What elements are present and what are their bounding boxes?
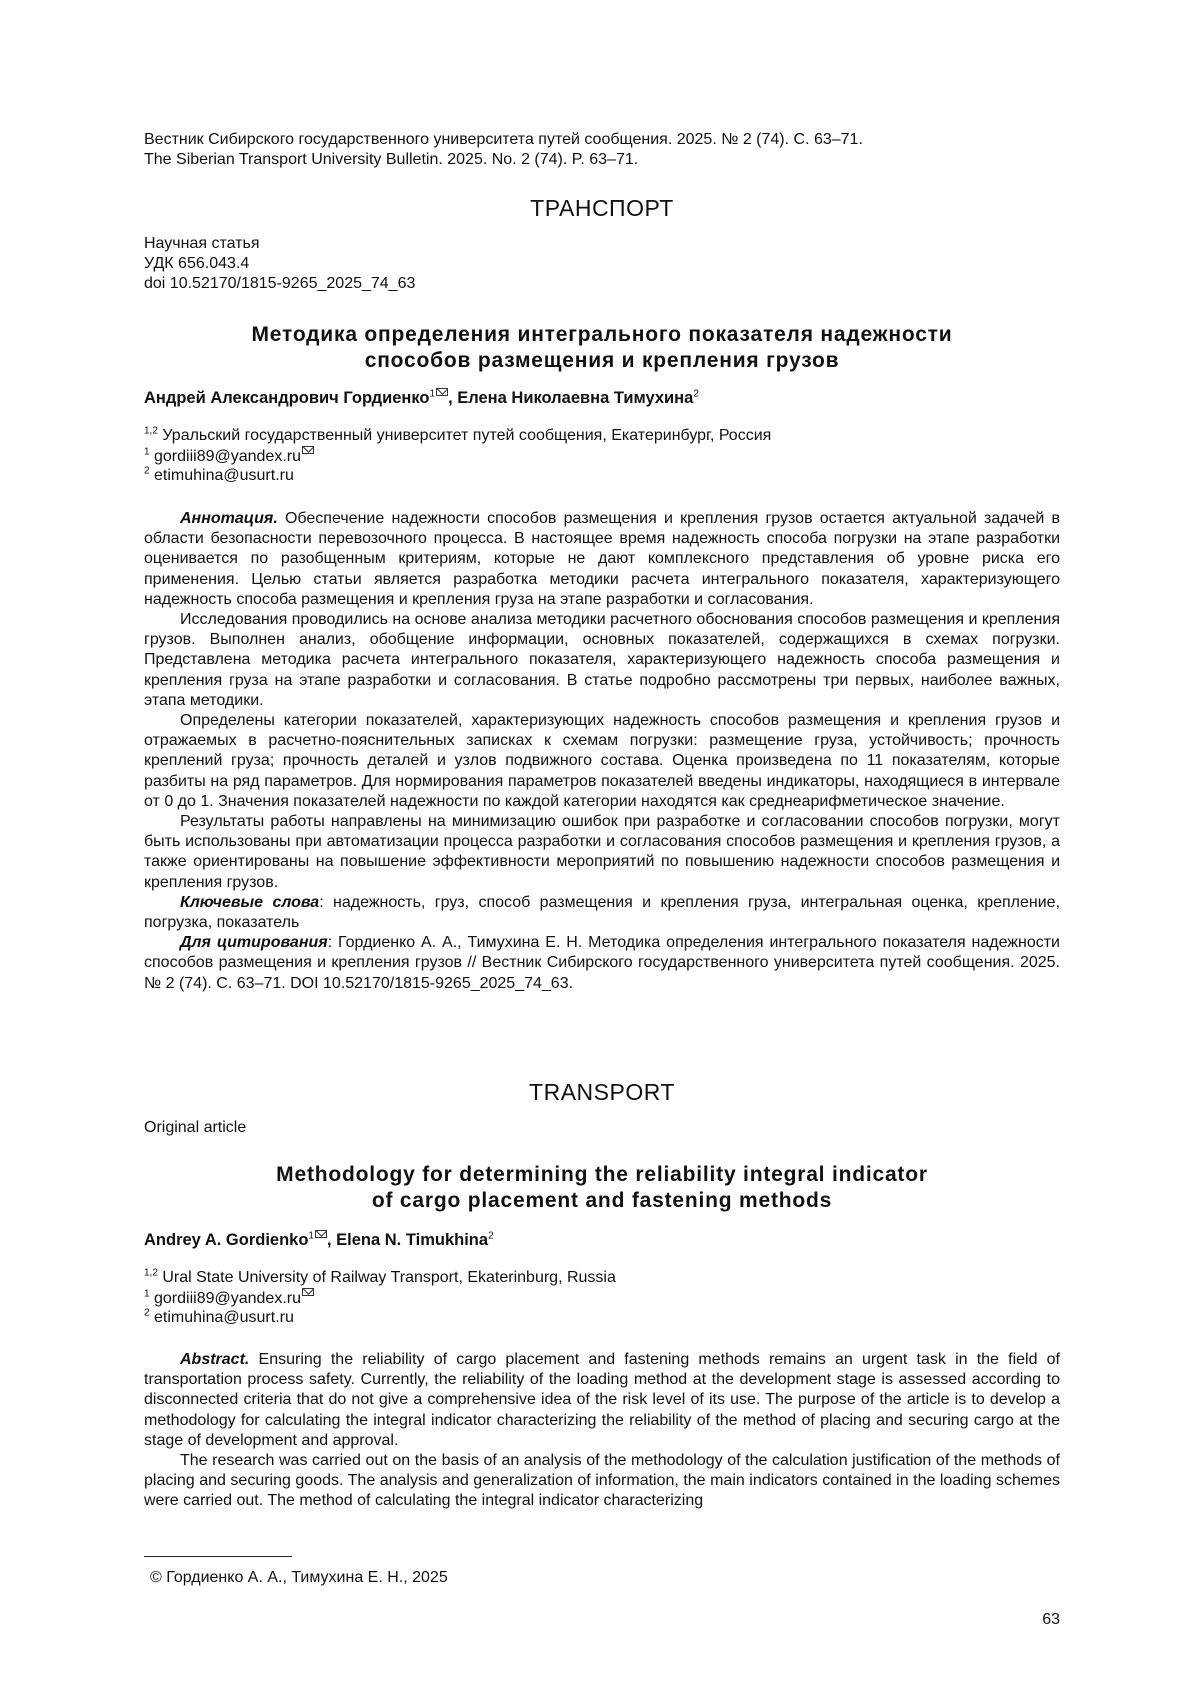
udk-code: УДК 656.043.4 xyxy=(144,255,250,272)
keywords-label-ru: Ключевые слова xyxy=(180,893,320,911)
article-title-en xyxy=(144,1162,1060,1214)
mail-icon xyxy=(302,1288,314,1296)
email2-text-ru: etimuhina@usurt.ru xyxy=(149,467,294,484)
authors-en xyxy=(144,1229,1060,1251)
author2-name-ru: Елена Николаевна Тимухина xyxy=(457,389,694,407)
title-en-line1: Methodology for determining the reliability integral indicator xyxy=(276,1163,928,1186)
email1-text-en: gordiii89@yandex.ru xyxy=(149,1290,301,1307)
copyright-note: © Гордиенко А. А., Тимухина Е. Н., 2025 xyxy=(150,1569,448,1586)
article-title-ru xyxy=(144,322,1060,374)
footnote-divider xyxy=(144,1556,292,1557)
email1-sup-ru: 1 xyxy=(144,446,150,458)
section-title-ru: ТРАНСПОРТ xyxy=(530,195,674,221)
affiliation-ru xyxy=(144,426,1060,446)
mail-icon xyxy=(436,388,448,396)
author1-name-ru: Андрей Александрович Гордиенко xyxy=(144,389,430,407)
abstract-label-ru: Аннотация. xyxy=(180,510,278,527)
section-title-en: TRANSPORT xyxy=(529,1079,675,1105)
citation-text-ru: : Гордиенко А. А., Тимухина Е. Н. Методика определения интегрального показателя надежности способов размещения и крепления грузов // Вестник Сибирского государственного университета путей сообщения. 2025. № 2 (74). С. 63–71. DOI 10.52170/1815-9265_2025_74_63. xyxy=(144,934,1060,992)
email1-sup-en: 1 xyxy=(144,1288,150,1300)
affiliation-en xyxy=(144,1268,1060,1288)
mail-icon xyxy=(302,446,314,454)
email1-text-ru: gordiii89@yandex.ru xyxy=(149,448,301,465)
author2-sup-en: 2 xyxy=(488,1230,494,1242)
mail-icon xyxy=(315,1230,327,1238)
article-type-ru: Научная статья xyxy=(144,235,260,252)
keywords-text-ru: : надежность, груз, способ размещения и крепления груза, интегральная оценка, крепление, погрузка, показатель xyxy=(144,893,1061,932)
affiliation-sup-ru: 1,2 xyxy=(144,425,158,437)
page-number: 63 xyxy=(1042,1611,1060,1628)
email1-en xyxy=(144,1288,1060,1309)
abstract-ru-p1-text: Обеспечение надежности способов размещения и крепления грузов остается актуальной задачей в области безопасности перевозочного процесса. В настоящее время надежность способа погрузки на этапе разработки оценивается по разобщенным критериям, которые не дают комплексного представления об уровне риска его применения. Целью статьи является разработка методики расчета интегрального показателя, характеризующего надежность способа размещения и крепления груза на этапе разработки и согласования. xyxy=(144,510,1060,608)
article-type-en: Original article xyxy=(144,1119,247,1136)
affiliation-sup-en: 1,2 xyxy=(144,1267,158,1279)
affiliation-text-en: Ural State University of Railway Transport, Ekaterinburg, Russia xyxy=(157,1269,616,1286)
title-ru-line1: Методика определения интегрального показателя надежности xyxy=(251,323,953,346)
email2-text-en: etimuhina@usurt.ru xyxy=(149,1309,294,1326)
keywords-ru xyxy=(144,893,1060,933)
abstract-ru-p2: Исследования проводились на основе анализа методики расчетного обоснования способов размещения и крепления грузов. Выполнен анализ, обобщение информации, основных показателей, содержащихся в схемах погрузки. Представлена методика расчета интегрального показателя, характеризующего надежность способа размещения и крепления груза на этапе разработки и согласования. В статье подробно рассмотрены три первых, наиболее важных, этапа методики. xyxy=(144,611,1060,709)
citation-label-ru: Для цитирования xyxy=(180,934,328,952)
affiliation-text-ru: Уральский государственный университет путей сообщения, Екатеринбург, Россия xyxy=(157,427,772,444)
title-en-line2: of cargo placement and fastening methods xyxy=(371,1189,833,1212)
author1-sup-ru: 1 xyxy=(429,388,436,400)
abstract-en-p1-text: Ensuring the reliability of cargo placement and fastening methods remains an urgent task in the field of transportation process safety. Currently, the reliability of the loading method at the development stage is assessed according to disconnected criteria that do not give a comprehensive idea of the risk level of its use. The purpose of the article is to develop a methodology for calculating the integral indicator characterizing the reliability of the method of placing and securing cargo at the stage of development and approval. xyxy=(144,1351,1060,1449)
email2-en xyxy=(144,1308,1060,1328)
citation-ru xyxy=(144,933,1060,994)
author2-name-en: Elena N. Timukhina xyxy=(336,1231,489,1249)
author-separator-en: , xyxy=(326,1231,337,1249)
doi: doi 10.52170/1815-9265_2025_74_63 xyxy=(144,275,416,292)
email2-sup-en: 2 xyxy=(144,1307,150,1319)
journal-header-ru: Вестник Сибирского государственного университета путей сообщения. 2025. № 2 (74). С. 63–71. xyxy=(144,131,863,148)
author1-sup-en: 1 xyxy=(308,1230,314,1242)
author-separator-ru: , xyxy=(448,389,458,407)
email2-sup-ru: 2 xyxy=(144,465,150,477)
abstract-en-p1 xyxy=(144,1350,1060,1451)
abstract-label-en: Abstract. xyxy=(180,1351,250,1368)
email2-ru xyxy=(144,466,1060,486)
author1-name-en: Andrey A. Gordienko xyxy=(144,1231,309,1249)
email1-ru xyxy=(144,446,1060,467)
abstract-en-p2: The research was carried out on the basis of an analysis of the methodology of the calculation justification of the methods of placing and securing goods. The analysis and generalization of information, the main indicators contained in the loading schemes were carried out. The method of calculating the integral indicator characterizing xyxy=(144,1452,1060,1510)
title-ru-line2: способов размещения и крепления грузов xyxy=(364,349,840,372)
abstract-ru-p3: Определены категории показателей, характеризующих надежность способов размещения и крепления грузов и отражаемых в расчетно-пояснительных записках к схемам погрузки: размещение груза, устойчивость; прочность креплений груза; прочность деталей и узлов подвижного состава. Оценка произведена по 11 показателям, которые разбиты на ряд параметров. Для нормирования параметров показателей введены индикаторы, находящиеся в интервале от 0 до 1. Значения показателей надежности по каждой категории находятся как среднеарифметическое значение. xyxy=(144,712,1060,810)
abstract-ru-p1 xyxy=(144,509,1060,610)
journal-header-en: The Siberian Transport University Bulletin. 2025. No. 2 (74). P. 63–71. xyxy=(144,151,639,168)
author2-sup-ru: 2 xyxy=(693,388,699,400)
abstract-ru-p4: Результаты работы направлены на минимизацию ошибок при разработке и согласовании способов погрузки, могут быть использованы при автоматизации процесса разработки и согласования способов размещения и крепления грузов, а также ориентированы на повышение эффективности мероприятий по повышению надежности способов размещения и крепления грузов. xyxy=(144,813,1060,891)
authors-ru xyxy=(144,387,1060,409)
abstract-ru xyxy=(144,509,1060,994)
abstract-en xyxy=(144,1350,1060,1512)
